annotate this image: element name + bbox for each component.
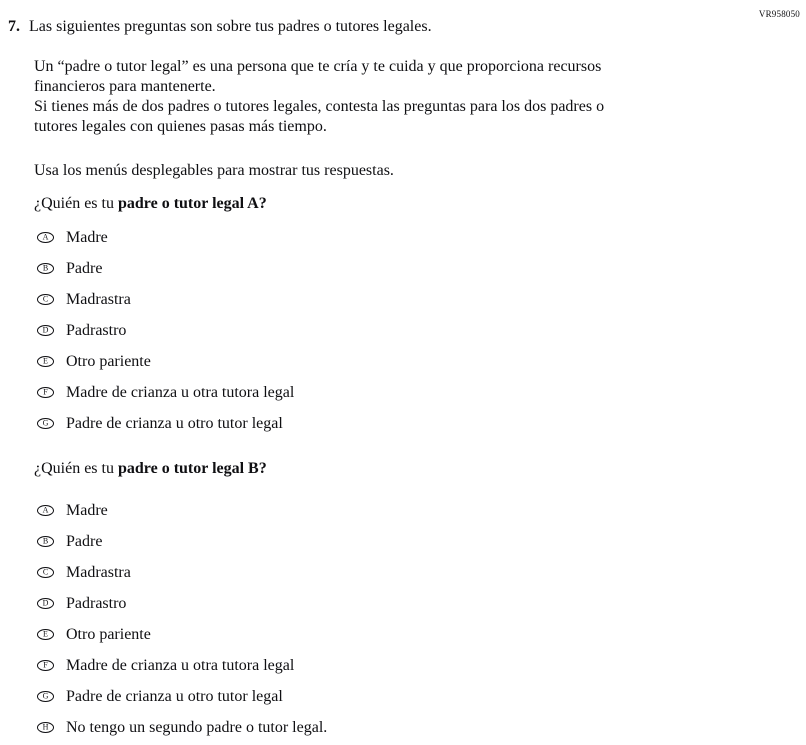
option-label: Madre xyxy=(66,501,108,519)
answer-bubble-icon[interactable] xyxy=(37,263,54,274)
option-row xyxy=(34,495,766,526)
option-label: Madre de crianza u otra tutora legal xyxy=(66,383,295,401)
answer-bubble-icon[interactable] xyxy=(37,356,54,367)
answer-bubble-letter: F xyxy=(43,660,48,669)
answer-bubble-icon[interactable] xyxy=(37,418,54,429)
answer-bubble-letter: A xyxy=(42,232,49,241)
question-text: Las siguientes preguntas son sobre tus padres o tutores legales. xyxy=(29,18,432,35)
option-label: Padre xyxy=(66,259,103,277)
answer-bubble-icon[interactable] xyxy=(37,536,54,547)
option-label: Otro pariente xyxy=(66,625,151,643)
option-row xyxy=(34,315,766,346)
answer-bubble-letter: C xyxy=(42,294,49,303)
answer-bubble-letter: H xyxy=(42,722,49,731)
option-label: Otro pariente xyxy=(66,352,151,370)
answer-bubble-letter: G xyxy=(42,691,49,700)
answer-bubble-icon[interactable] xyxy=(37,387,54,398)
answer-bubble-icon[interactable] xyxy=(37,567,54,578)
option-row xyxy=(34,712,766,743)
option-row xyxy=(34,253,766,284)
option-row xyxy=(34,526,766,557)
answer-bubble-letter: E xyxy=(43,356,48,365)
answer-bubble-letter: B xyxy=(42,536,49,545)
option-label: Padrastro xyxy=(66,594,127,612)
option-label: No tengo un segundo padre o tutor legal. xyxy=(66,718,328,736)
answer-bubble-icon[interactable] xyxy=(37,598,54,609)
question-prompt-b xyxy=(34,459,766,479)
option-row xyxy=(34,588,766,619)
answer-bubble-letter: A xyxy=(42,505,49,514)
answer-bubble-letter: F xyxy=(43,387,48,396)
question-prompt-a xyxy=(34,194,766,214)
dropdown-instruction: Usa los menús desplegables para mostrar tus respuestas. xyxy=(34,162,394,179)
intro-line: financieros para mantenerte. xyxy=(34,78,216,95)
prompt-bold: padre o tutor legal A? xyxy=(117,195,267,212)
option-label: Padre de crianza u otro tutor legal xyxy=(66,687,283,705)
answer-bubble-icon[interactable] xyxy=(37,629,54,640)
answer-bubble-letter: D xyxy=(42,325,49,334)
option-label: Madrastra xyxy=(66,563,131,581)
answer-bubble-letter: B xyxy=(42,263,49,272)
option-label: Madrastra xyxy=(66,290,131,308)
answer-bubble-letter: G xyxy=(42,418,49,427)
intro-paragraph xyxy=(34,57,766,137)
option-row xyxy=(34,681,766,712)
answer-bubble-icon[interactable] xyxy=(37,505,54,516)
answer-bubble-icon[interactable] xyxy=(37,232,54,243)
option-row xyxy=(34,619,766,650)
intro-line: Si tienes más de dos padres o tutores legales, contesta las preguntas para los dos padres o xyxy=(34,98,605,115)
option-label: Madre xyxy=(66,228,108,246)
answer-bubble-icon[interactable] xyxy=(37,722,54,733)
prompt-bold: padre o tutor legal B? xyxy=(117,460,267,477)
answer-bubble-icon[interactable] xyxy=(37,325,54,336)
option-row xyxy=(34,222,766,253)
option-label: Padrastro xyxy=(66,321,127,339)
prompt-prefix: ¿Quién es tu xyxy=(34,195,118,212)
intro-line: tutores legales con quienes pasas más tiempo. xyxy=(34,118,327,135)
option-row xyxy=(34,346,766,377)
option-row xyxy=(34,408,766,439)
intro-line: Un “padre o tutor legal” es una persona que te cría y te cuida y que proporciona recursos xyxy=(34,58,602,75)
option-row xyxy=(34,284,766,315)
answer-bubble-icon[interactable] xyxy=(37,660,54,671)
options-list-b xyxy=(34,495,766,743)
options-list-a xyxy=(34,222,766,439)
question-number: 7. xyxy=(8,18,20,35)
answer-bubble-letter: D xyxy=(42,598,49,607)
option-row xyxy=(34,377,766,408)
option-label: Padre de crianza u otro tutor legal xyxy=(66,414,283,432)
question-header xyxy=(0,0,806,37)
prompt-prefix: ¿Quién es tu xyxy=(34,460,118,477)
answer-bubble-letter: C xyxy=(42,567,49,576)
option-label: Padre xyxy=(66,532,103,550)
answer-bubble-icon[interactable] xyxy=(37,691,54,702)
form-code: VR958050 xyxy=(758,9,800,19)
option-row xyxy=(34,557,766,588)
answer-bubble-icon[interactable] xyxy=(37,294,54,305)
answer-bubble-letter: E xyxy=(43,629,48,638)
option-label: Madre de crianza u otra tutora legal xyxy=(66,656,295,674)
option-row xyxy=(34,650,766,681)
